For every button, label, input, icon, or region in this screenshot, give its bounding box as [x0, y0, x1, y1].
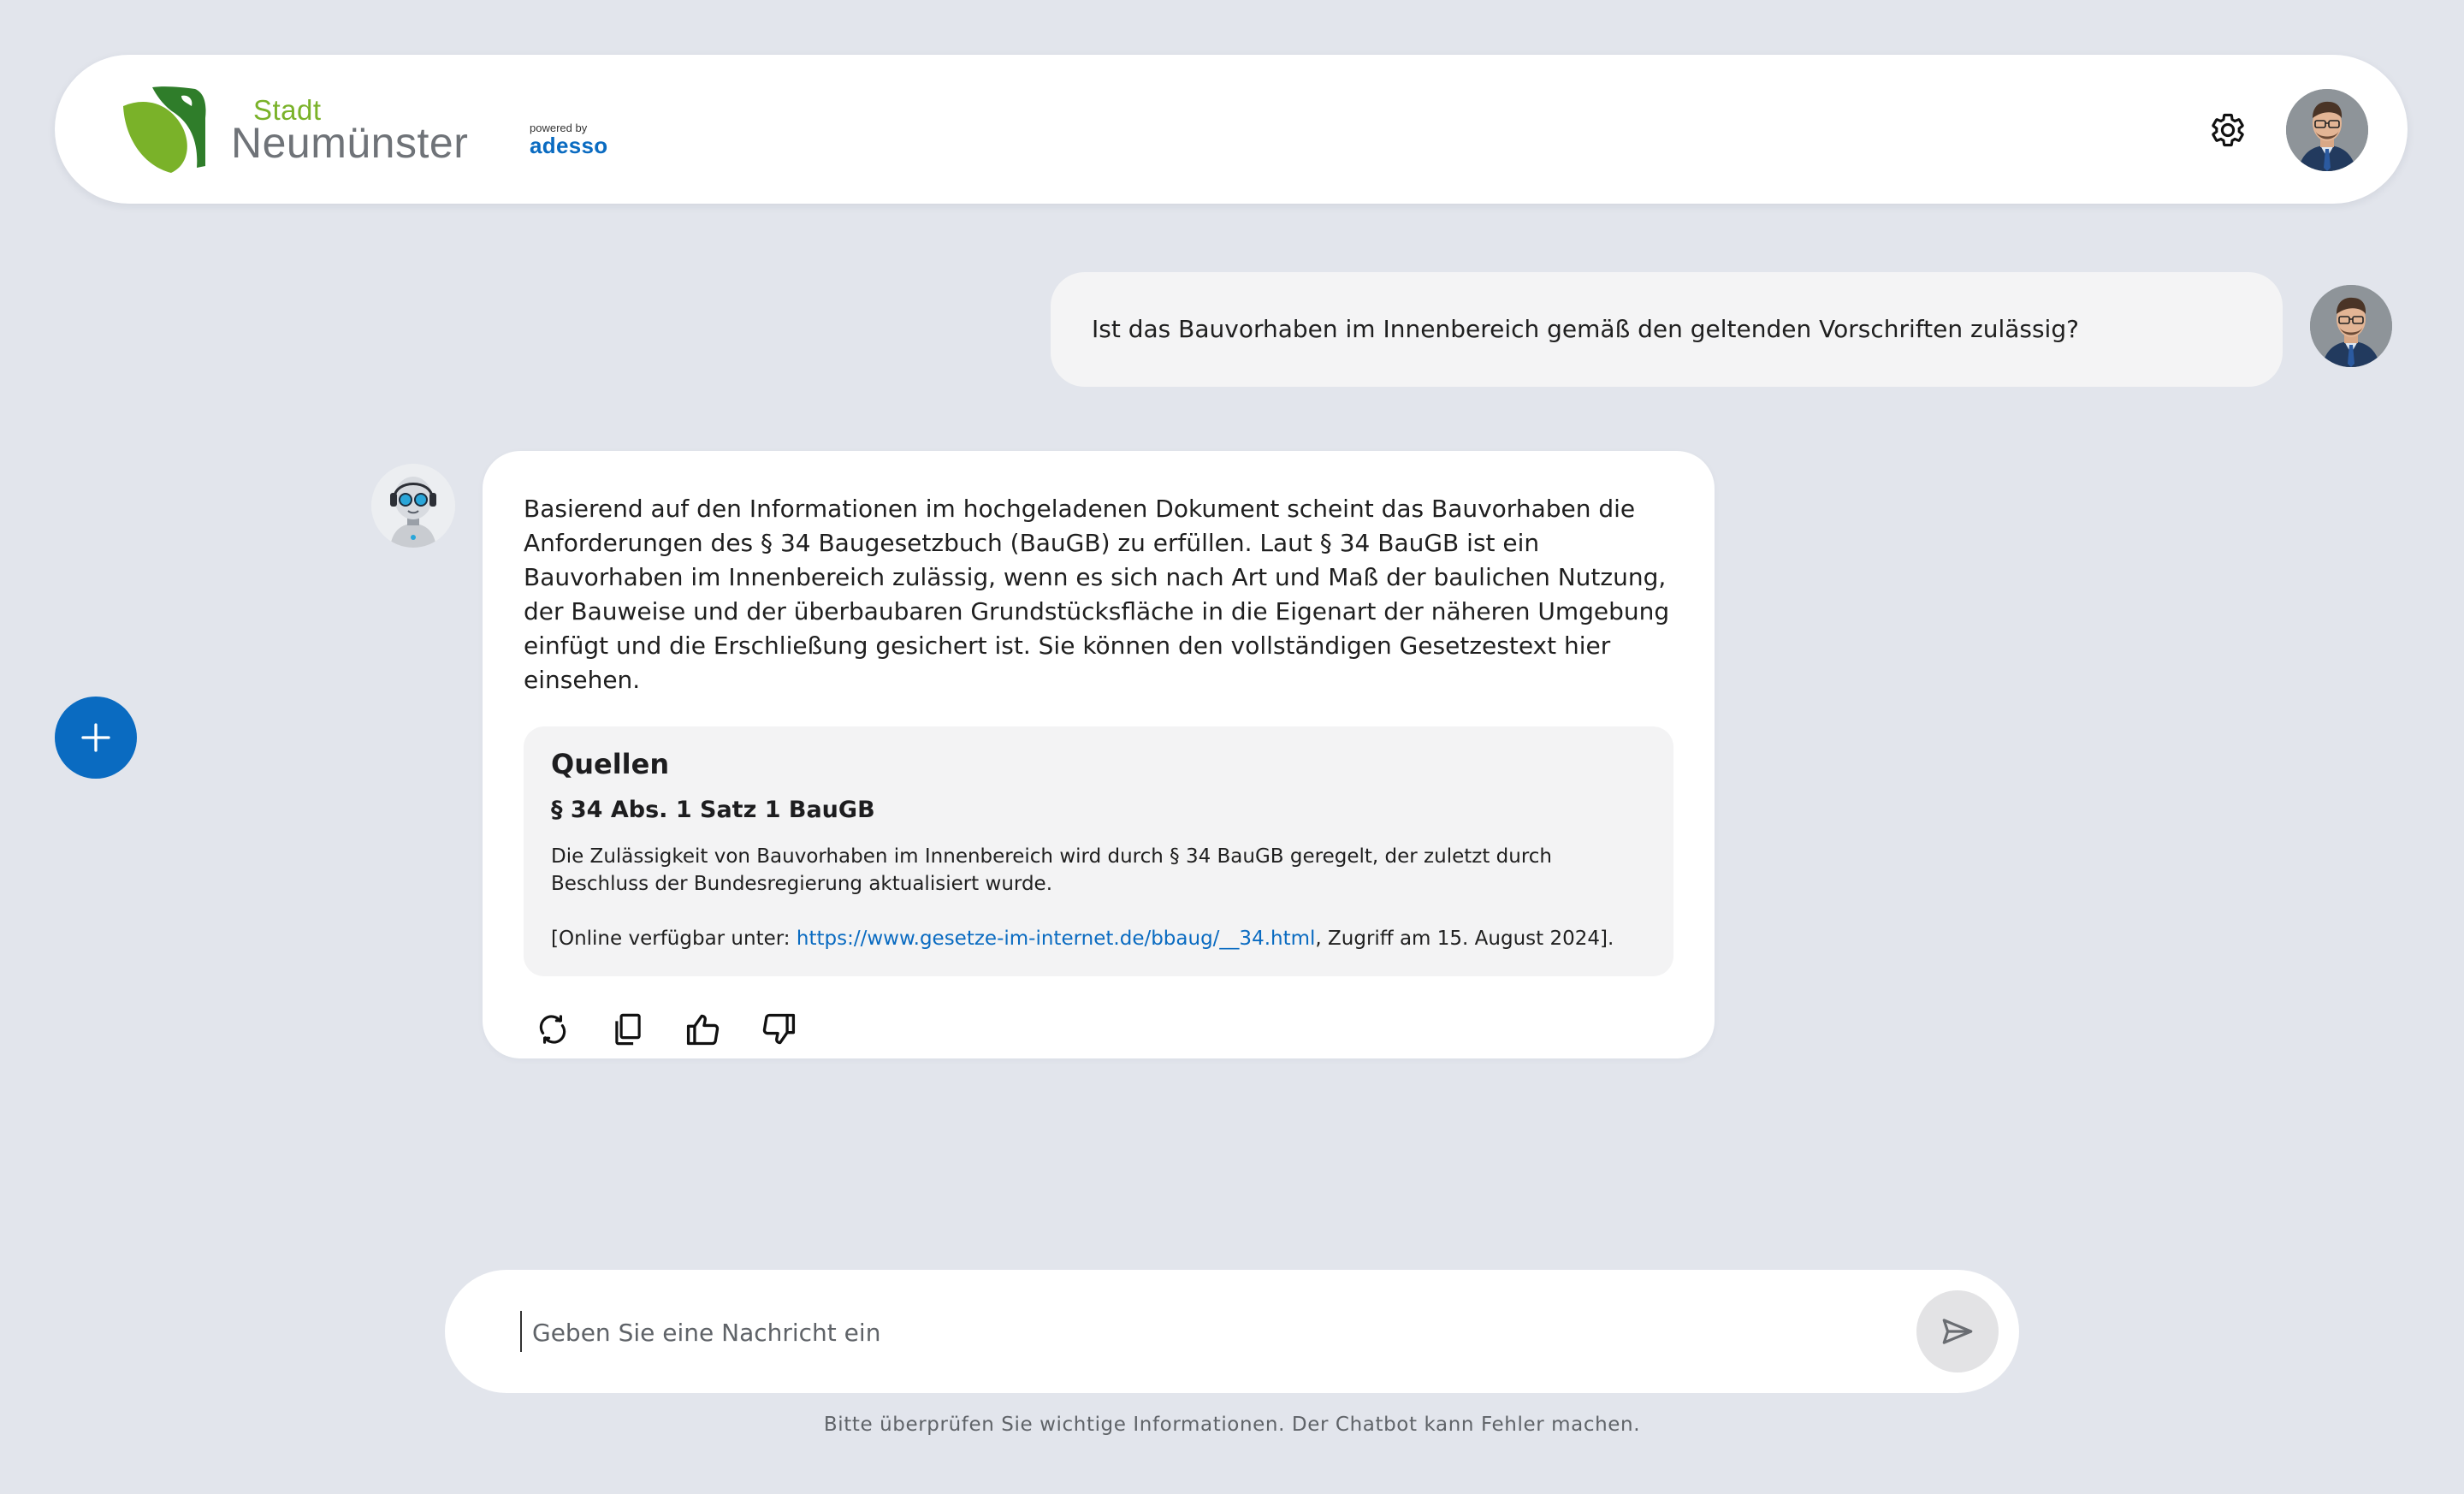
thumbs-down-icon — [760, 1011, 797, 1048]
robot-icon — [371, 464, 455, 548]
disclaimer-text: Bitte überprüfen Sie wichtige Informationen. Der Chatbot kann Fehler machen. — [823, 1414, 1641, 1436]
plus-icon — [79, 720, 113, 755]
user-photo-icon — [2286, 89, 2368, 171]
sources-title: Quellen — [551, 748, 670, 780]
logo-text-small: Stadt — [253, 94, 322, 126]
sources-description: Die Zulässigkeit von Bauvorhaben im Innenbereich wird durch § 34 BauGB geregelt, der zuletzt durch Beschluss der Bundesregierung aktualisiert wurde. — [551, 845, 1553, 895]
user-message-avatar — [2310, 285, 2392, 367]
sources-reference: § 34 Abs. 1 Satz 1 BauGB — [551, 797, 875, 823]
sources-panel — [524, 726, 1673, 976]
user-message-bubble — [1051, 272, 2283, 387]
bot-message-bubble — [483, 451, 1715, 1058]
top-bar — [55, 55, 2408, 204]
sources-citation — [551, 925, 1646, 952]
user-message-text: Ist das Bauvorhaben im Innenbereich gemäß den geltenden Vorschriften zulässig? — [1092, 315, 2079, 343]
text-cursor — [520, 1311, 522, 1352]
send-button[interactable] — [1916, 1290, 1999, 1372]
regenerate-button[interactable] — [534, 1011, 572, 1048]
citation-link[interactable]: https://www.gesetze-im-internet.de/bbaug/__34.html — [796, 928, 1316, 950]
bot-avatar — [371, 464, 455, 548]
city-logo[interactable] — [121, 84, 481, 178]
message-input[interactable] — [530, 1304, 1869, 1361]
copy-icon — [610, 1011, 646, 1047]
powered-by-brand: adesso — [530, 133, 608, 158]
user-photo-icon — [2310, 285, 2392, 367]
leaf-logo-icon — [121, 84, 216, 175]
citation-prefix: [Online verfügbar unter: — [551, 928, 797, 950]
thumbs-down-button[interactable] — [760, 1011, 797, 1048]
thumbs-up-icon — [684, 1011, 722, 1048]
citation-suffix: , Zugriff am 15. August 2024]. — [1315, 928, 1614, 950]
regenerate-icon — [535, 1011, 571, 1047]
new-chat-button[interactable] — [55, 697, 137, 779]
powered-by-label: powered by — [530, 122, 588, 134]
bot-message-text: Basierend auf den Informationen im hochgeladenen Dokument scheint das Bauvorhaben die Anforderungen des § 34 Baugesetzbuch (BauGB) zu erfüllen. Laut § 34 BauGB ist ein Bauvorhaben im Innenbereich zulässig, wenn es sich nach Art und Maß der baulichen Nutzung, der Bauweise und der überbaubaren Grundstücksfläche in die Eigenart der näheren Umgebung einfügt und die Erschließung gesichert ist. Sie können den vollständigen Gesetzestext hier einsehen. — [524, 495, 1670, 694]
copy-button[interactable] — [609, 1011, 647, 1048]
logo-text-city: Neumünster — [231, 119, 469, 167]
powered-by-badge — [530, 122, 607, 159]
settings-button[interactable] — [2204, 106, 2252, 154]
message-composer — [445, 1270, 2019, 1393]
message-actions — [524, 1011, 1673, 1048]
send-icon — [1940, 1313, 1975, 1349]
thumbs-up-button[interactable] — [684, 1011, 722, 1048]
gear-icon — [2209, 111, 2247, 149]
user-avatar[interactable] — [2286, 89, 2368, 171]
